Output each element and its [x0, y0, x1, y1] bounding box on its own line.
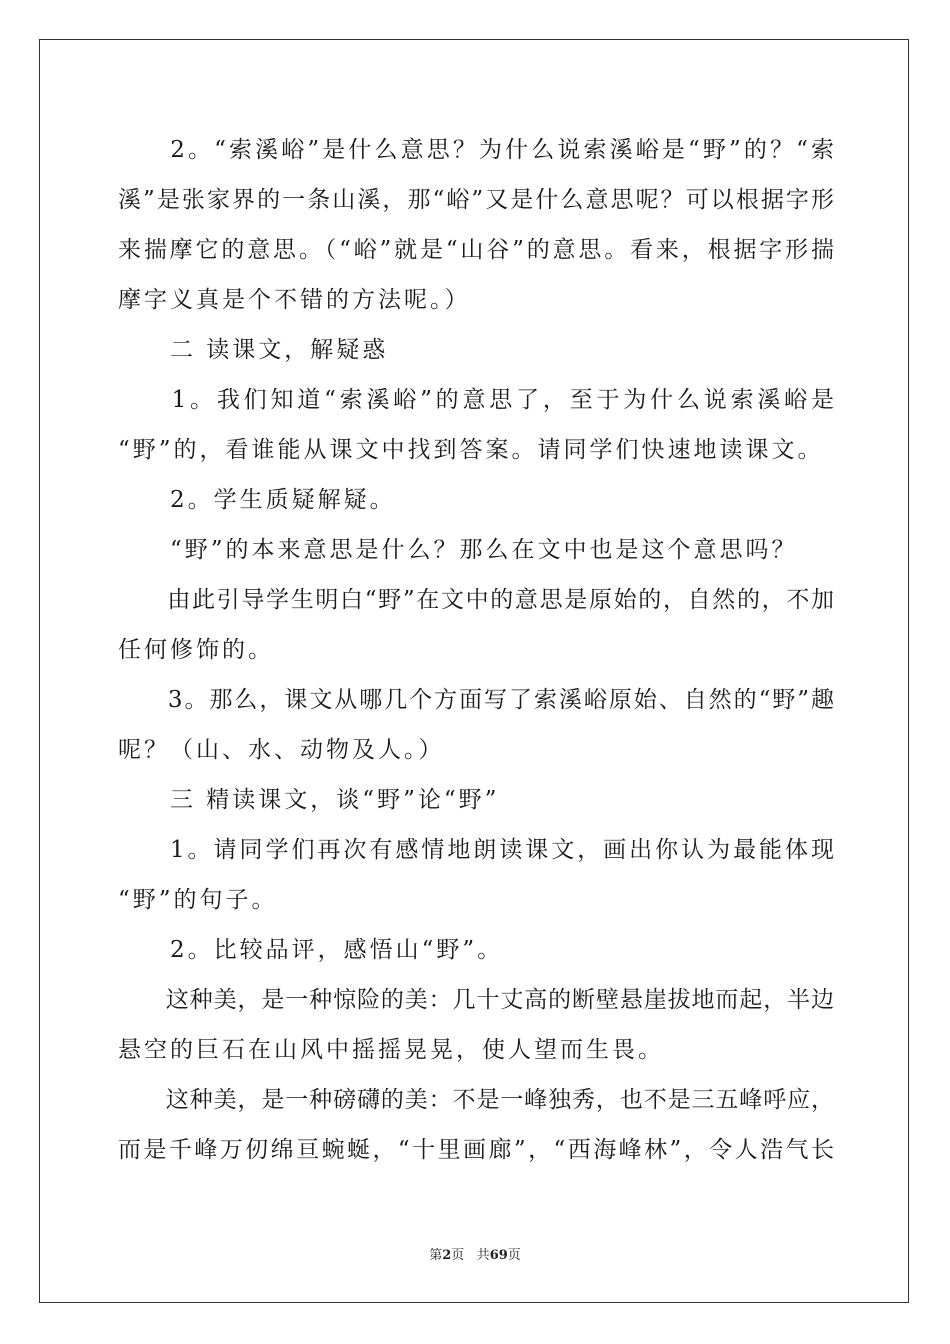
footer-page-total: 69 — [489, 1248, 508, 1263]
footer-page-suffix: 页 — [451, 1248, 465, 1263]
paragraph-line: 这种美，是一种惊险的美：几十丈高的断壁悬崖拔地而起，半边 — [118, 987, 834, 1013]
paragraph-line: 3。那么，课文从哪几个方面写了索溪峪原始、自然的“野”趣 — [118, 687, 834, 713]
paragraph-line: 悬空的巨石在山风中摇摇晃晃，使人望而生畏。 — [118, 1037, 664, 1063]
paragraph-line: “野”的句子。 — [118, 887, 278, 913]
paragraph-line: 1。我们知道“索溪峪”的意思了，至于为什么说索溪峪是 — [118, 387, 834, 413]
paragraph-line: 这种美，是一种磅礴的美：不是一峰独秀，也不是三五峰呼应， — [118, 1087, 834, 1113]
footer-total-prefix: 共 — [476, 1248, 490, 1263]
paragraph-line: 2。“索溪峪”是什么意思？为什么说索溪峪是“野”的？“索 — [118, 137, 834, 163]
paragraph-line: 而是千峰万仞绵亘蜿蜒，“十里画廊”，“西海峰林”，令人浩气长 — [118, 1137, 834, 1163]
section-heading: 三 精读课文，谈“野”论“野” — [118, 787, 500, 813]
paragraph-line: 2。比较品评，感悟山“野”。 — [118, 937, 504, 963]
paragraph-line: “野”的本来意思是什么？那么在文中也是这个意思吗？ — [118, 537, 798, 563]
paragraph-line: 1。请同学们再次有感情地朗读课文，画出你认为最能体现 — [118, 837, 834, 863]
paragraph-line: 摩字义真是个不错的方法呢。） — [118, 287, 471, 313]
paragraph-line: 来揣摩它的意思。（“峪”就是“山谷”的意思。看来，根据字形揣 — [118, 237, 834, 263]
paragraph-line: 任何修饰的。 — [118, 637, 274, 663]
footer-page-current: 2 — [442, 1248, 452, 1263]
paragraph-line: 溪”是张家界的一条山溪，那“峪”又是什么意思呢？可以根据字形 — [118, 187, 834, 213]
paragraph-line: 2。学生质疑解疑。 — [118, 487, 396, 513]
footer-total-suffix: 页 — [507, 1248, 521, 1263]
footer-page-prefix: 第 — [429, 1248, 443, 1263]
paragraph-line: “野”的，看谁能从课文中找到答案。请同学们快速地读课文。 — [118, 437, 824, 463]
page-footer — [0, 1247, 950, 1265]
section-heading: 二 读课文，解疑惑 — [118, 337, 389, 363]
paragraph-line: 呢？（山、水、动物及人。） — [118, 737, 445, 763]
paragraph-line: 由此引导学生明白“野”在文中的意思是原始的，自然的，不加 — [118, 587, 834, 613]
